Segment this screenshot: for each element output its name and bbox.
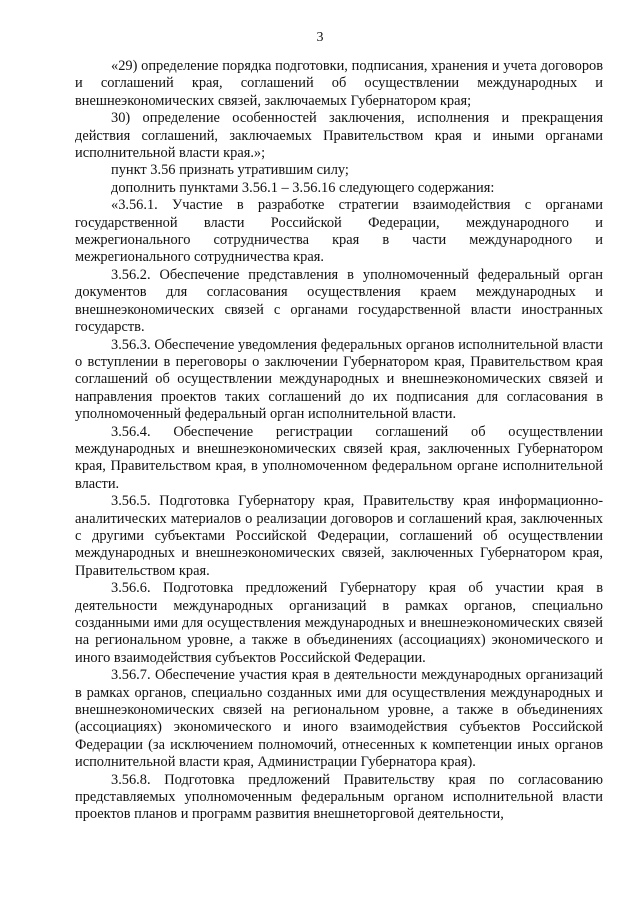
paragraph-3-56-6: 3.56.6. Подготовка предложений Губернатору края об участии края в деятельности международных организаций в рамках органов, специально созданными ими для осуществления международных и внешнеэкономических связей на региональном уровне, а также в объединениях (ассоциациях) экономического и иного взаимодействия субъектов Российской Федерации. bbox=[75, 580, 603, 666]
document-body bbox=[75, 58, 603, 824]
paragraph-3-56-7: 3.56.7. Обеспечение участия края в деятельности международных организаций в рамках органов, специально созданных ими для осуществления международных и внешнеэкономических связей на региональном уровне, а также в объединениях (ассоциациях) экономического и иного взаимодействия субъектов Российской Федерации (за исключением полномочий, отнесенных к компетенции иных органов исполнительной власти края, Администрации Губернатора края). bbox=[75, 667, 603, 771]
paragraph-amend-intro: дополнить пунктами 3.56.1 – 3.56.16 следующего содержания: bbox=[111, 179, 495, 196]
paragraph-3-56-2: 3.56.2. Обеспечение представления в уполномоченный федеральный орган документов для согласования осуществления краем международных и внешнеэкономических связей с органами государственной власти иностранных государств. bbox=[75, 266, 603, 336]
paragraph-3-56-4: 3.56.4. Обеспечение регистрации соглашений об осуществлении международных и внешнеэкономических связей края, заключенных Губернатором края, Правительством края, в уполномоченном федеральном органе исполнительной власти. bbox=[75, 423, 603, 492]
paragraph-item-30: 30) определение особенностей заключения, исполнения и прекращения действия соглашений, заключаемых Правительством края и иными органами исполнительной власти края.»; bbox=[75, 110, 603, 162]
paragraph-item-29: «29) определение порядка подготовки, подписания, хранения и учета договоров и соглашений края, соглашений об осуществлении международных и внешнеэкономических связей, заключаемых Губернатором края; bbox=[75, 58, 603, 109]
paragraph-repeal-3-56: пункт 3.56 признать утратившим силу; bbox=[111, 162, 349, 179]
paragraph-3-56-3: 3.56.3. Обеспечение уведомления федеральных органов исполнительной власти о вступлении в переговоры о заключении Губернатором края, Правительством края соглашений об осуществлении международных и внешнеэкономических связей и направления проектов таких соглашений до их подписания для согласования в уполномоченный федеральный орган исполнительной власти. bbox=[75, 336, 603, 423]
page-number: 3 bbox=[316, 30, 324, 45]
paragraph-3-56-5: 3.56.5. Подготовка Губернатору края, Правительству края информационно-аналитических материалов о реализации договоров и соглашений края, заключенных с другими субъектами Российской Федерации, соглашений об осуществлении международных и внешнеэкономических связей, заключенных Губернатором края, Правительством края. bbox=[75, 493, 603, 579]
paragraph-3-56-1: «3.56.1. Участие в разработке стратегии взаимодействия с органами государственной власти Российской Федерации, международного и межрегионального сотрудничества края в части международного и межрегионального сотрудничества края. bbox=[75, 197, 603, 266]
paragraph-3-56-8: 3.56.8. Подготовка предложений Правительству края по согласованию представляемых уполномоченным федеральным органом исполнительной власти проектов планов и программ развития внешнеторговой деятельности, bbox=[75, 771, 603, 823]
